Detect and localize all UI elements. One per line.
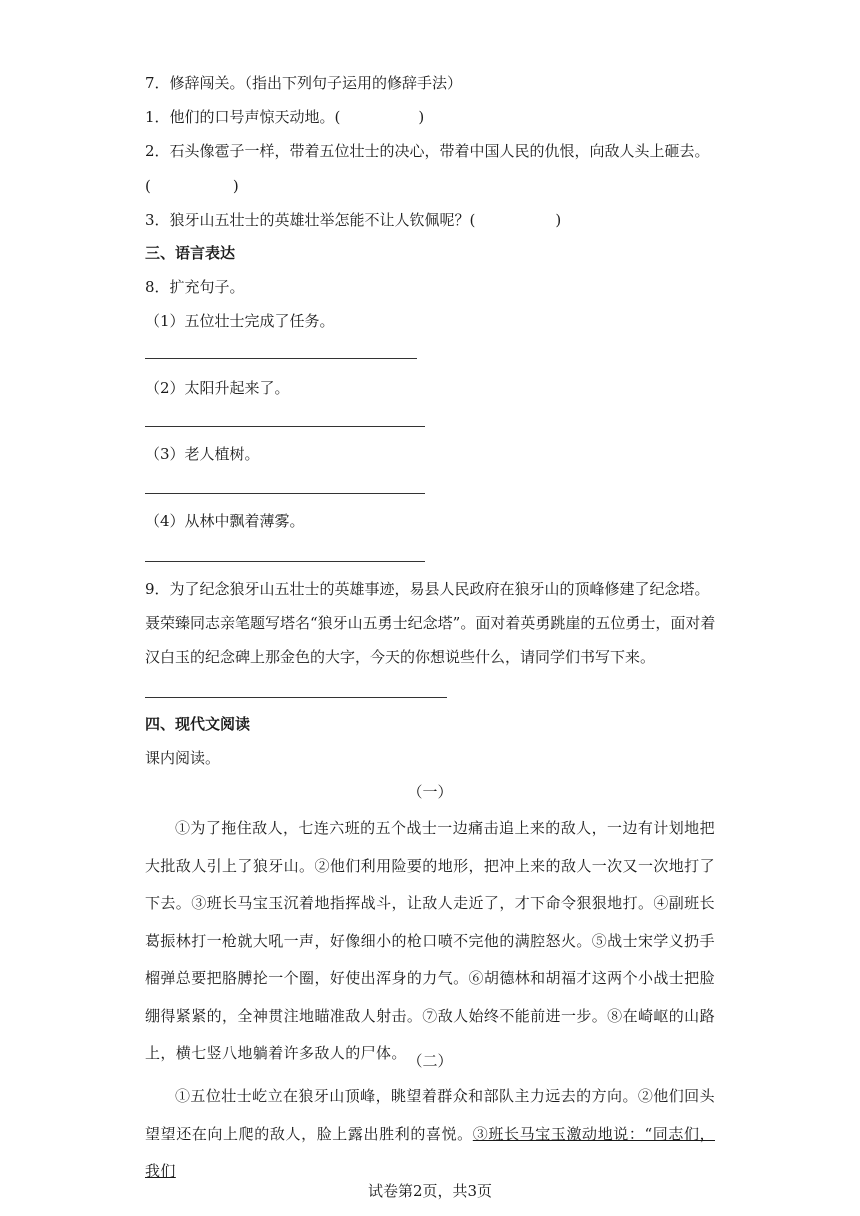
q7-sentence-2-answer [145,175,239,197]
bracket-close: ) [418,108,425,126]
section-4-subtitle: 课内阅读。 [145,749,221,767]
q7-sentence-3 [145,209,561,231]
q7-sentence-1-text: 1．他们的口号声惊天动地。( [145,108,341,126]
q7-sentence-2: 2．石头像雹子一样，带着五位壮士的决心，带着中国人民的仇恨，向敌人头上砸去。 [145,142,710,160]
q9-line-2: 聂荣臻同志亲笔题写塔名“狼牙山五勇士纪念塔”。面对着英勇跳崖的五位勇士，面对着 [145,614,716,632]
q8-item-2: （2）太阳升起来了。 [145,379,290,397]
passage-2-heading: （二） [407,1052,453,1070]
passage-1-heading: （一） [407,783,453,801]
q9-line-1: 9．为了纪念狼牙山五壮士的英雄事迹，易县人民政府在狼牙山的顶峰修建了纪念塔。 [145,580,710,598]
q8-title: 8．扩充句子。 [145,278,245,296]
q9-line-3: 汉白玉的纪念碑上那金色的大字，今天的你想说些什么，请同学们书写下来。 [145,648,656,666]
q7-sentence-3-text: 3．狼牙山五壮士的英雄壮举怎能不让人钦佩呢？( [145,211,476,229]
section-4-title: 四、现代文阅读 [145,715,251,733]
answer-line-q9[interactable] [145,697,447,698]
section-3-title: 三、语言表达 [145,244,236,262]
bracket-open: ( [145,177,151,195]
q8-item-4: （4）从林中飘着薄雾。 [145,512,305,530]
answer-line-4[interactable] [145,561,425,562]
passage-2-text [145,1078,715,1191]
bracket-close: ) [232,177,239,195]
answer-line-3[interactable] [145,493,425,494]
answer-line-2[interactable] [145,426,425,427]
q7-sentence-1 [145,106,424,128]
passage-2-text-underlined: ③班长马宝玉激动地说：“同志们，我们 [145,1124,715,1180]
passage-1-text: ①为了拖住敌人，七连六班的五个战士一边痛击追上来的敌人，一边有计划地把大批敌人引上了狼牙山。②他们利用险要的地形，把冲上来的敌人一次又一次地打了下去。③班长马宝玉沉着地指挥战斗，让敌人走近了，才下命令狠狠地打。④副班长葛振林打一枪就大吼一声，好像细小的枪口喷不完他的满腔怒火。⑤战士宋学义扔手榴弹总要把胳膊抡一个圈，好使出浑身的力气。⑥胡德林和胡福才这两个小战士把脸绷得紧紧的，全神贯注地瞄准敌人射击。⑦敌人始终不能前进一步。⑧在崎岖的山路上，横七竖八地躺着许多敌人的尸体。 [145,819,715,1062]
answer-line-1[interactable] [145,358,417,359]
passage-2-text-plain: ①五位壮士屹立在狼牙山顶峰，眺望着群众和部队主力远去的方向。②他们回头望望还在向上爬的敌人，脸上露出胜利的喜悦。 [145,1087,715,1143]
page-footer: 试卷第2页，共3页 [367,1182,493,1200]
q7-title: 7．修辞闯关。（指出下列句子运用的修辞手法） [145,74,463,92]
q8-item-1: （1）五位壮士完成了任务。 [145,312,335,330]
q8-item-3: （3）老人植树。 [145,445,260,463]
bracket-close: ) [555,211,562,229]
